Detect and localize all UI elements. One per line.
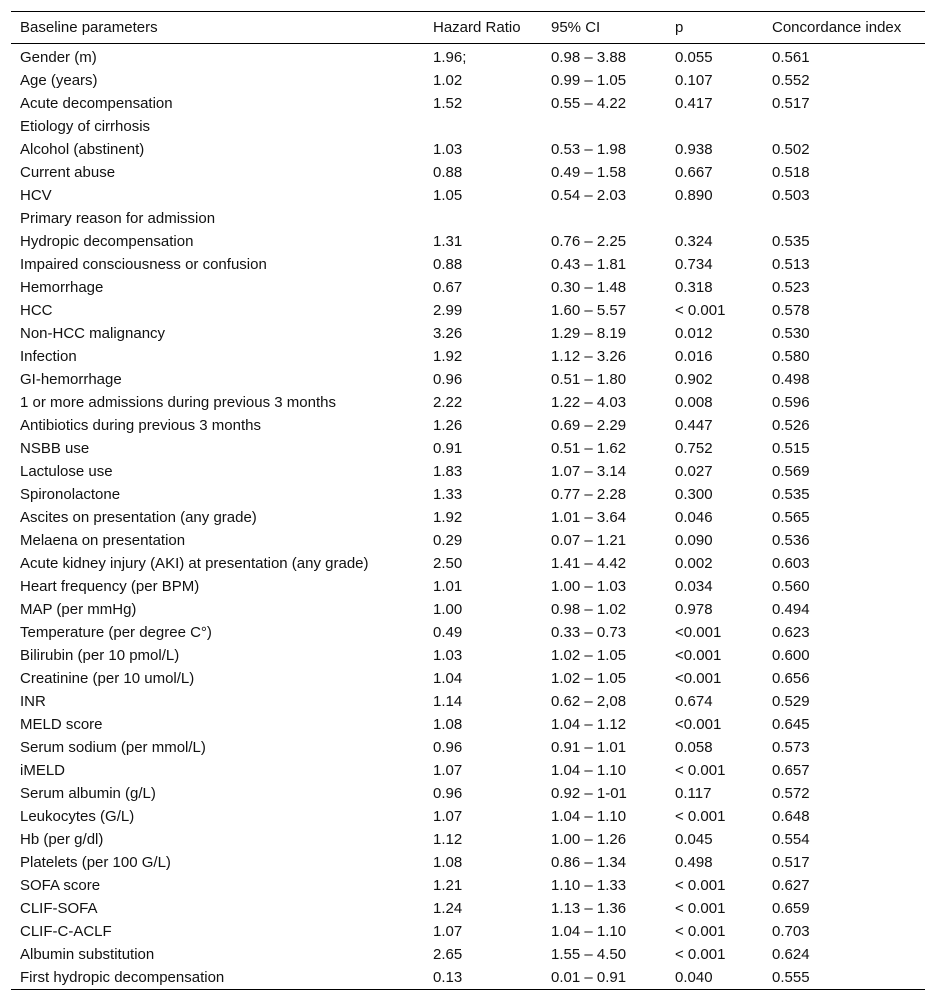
table-row (11, 92, 925, 115)
cell-hazard-ratio: 0.67 (433, 278, 463, 296)
cell-hazard-ratio: 1.03 (433, 140, 463, 158)
table-row (11, 644, 925, 667)
cell-parameter: Infection (20, 347, 77, 365)
cell-p-value: 0.498 (675, 853, 713, 871)
cell-p-value: 0.002 (675, 554, 713, 572)
cell-p-value: < 0.001 (675, 899, 726, 917)
cell-p-value: 0.447 (675, 416, 713, 434)
cell-p-value: 0.318 (675, 278, 713, 296)
table-row (11, 943, 925, 966)
table-row (11, 552, 925, 575)
cell-hazard-ratio: 0.49 (433, 623, 463, 641)
table-row (11, 184, 925, 207)
table-row (11, 460, 925, 483)
cell-hazard-ratio: 1.07 (433, 807, 463, 825)
cell-parameter: iMELD (20, 761, 66, 779)
table-row (11, 391, 925, 414)
cell-hazard-ratio: 1.05 (433, 186, 463, 204)
cell-hazard-ratio: 1.01 (433, 577, 463, 595)
cell-ci: 1.01 – 3.64 (551, 508, 627, 526)
cell-ci (542, 207, 666, 230)
cell-concordance: 0.515 (772, 439, 810, 457)
cell-hazard-ratio: 0.29 (433, 531, 463, 549)
cell-p-value: 0.034 (675, 577, 713, 595)
cell-concordance: 0.600 (772, 646, 810, 664)
cell-concordance: 0.569 (772, 462, 810, 480)
cell-hazard-ratio: 0.13 (433, 968, 463, 986)
cell-parameter: Etiology of cirrhosis (20, 117, 151, 135)
cell-ci: 0.98 – 3.88 (551, 48, 627, 66)
cell-concordance: 0.552 (772, 71, 810, 89)
cell-concordance: 0.580 (772, 347, 810, 365)
cell-parameter: SOFA score (20, 876, 101, 894)
cell-concordance: 0.523 (772, 278, 810, 296)
cell-concordance: 0.513 (772, 255, 810, 273)
cell-hazard-ratio: 1.14 (433, 692, 463, 710)
hazard-ratio-table (11, 11, 925, 990)
cell-ci: 1.60 – 5.57 (551, 301, 627, 319)
cell-ci: 0.92 – 1-01 (551, 784, 627, 802)
cell-concordance: 0.603 (772, 554, 810, 572)
table-row (11, 575, 925, 598)
header-row (11, 12, 925, 44)
cell-concordance: 0.554 (772, 830, 810, 848)
header-concordance-index: Concordance index (772, 19, 902, 36)
cell-concordance: 0.596 (772, 393, 810, 411)
cell-hazard-ratio: 0.91 (433, 439, 463, 457)
cell-hazard-ratio: 1.08 (433, 715, 463, 733)
cell-parameter: Antibiotics during previous 3 months (20, 416, 261, 434)
header-p: p (675, 19, 684, 36)
cell-p-value: 0.012 (675, 324, 713, 342)
cell-hazard-ratio: 0.88 (433, 163, 463, 181)
cell-hazard-ratio: 2.50 (433, 554, 463, 572)
cell-p-value: < 0.001 (675, 945, 726, 963)
cell-p-value: 0.324 (675, 232, 713, 250)
table-row (11, 368, 925, 391)
cell-parameter: NSBB use (20, 439, 90, 457)
cell-ci: 0.99 – 1.05 (551, 71, 627, 89)
cell-concordance: 0.659 (772, 899, 810, 917)
cell-concordance: 0.703 (772, 922, 810, 940)
cell-concordance: 0.565 (772, 508, 810, 526)
cell-ci: 0.54 – 2.03 (551, 186, 627, 204)
cell-concordance: 0.526 (772, 416, 810, 434)
cell-concordance: 0.535 (772, 232, 810, 250)
cell-parameter: Albumin substitution (20, 945, 155, 963)
cell-concordance: 0.623 (772, 623, 810, 641)
cell-ci: 0.30 – 1.48 (551, 278, 627, 296)
cell-ci: 0.01 – 0.91 (551, 968, 627, 986)
cell-parameter: Heart frequency (per BPM) (20, 577, 200, 595)
cell-parameter: Platelets (per 100 G/L) (20, 853, 171, 871)
table-row (11, 207, 925, 230)
cell-concordance: 0.648 (772, 807, 810, 825)
cell-hazard-ratio: 2.99 (433, 301, 463, 319)
cell-hazard-ratio: 1.24 (433, 899, 463, 917)
cell-parameter: Gender (m) (20, 48, 97, 66)
table-row (11, 345, 925, 368)
cell-parameter: Acute decompensation (20, 94, 173, 112)
cell-concordance: 0.578 (772, 301, 810, 319)
cell-parameter: Hb (per g/dl) (20, 830, 104, 848)
cell-hazard-ratio: 1.03 (433, 646, 463, 664)
cell-concordance: 0.645 (772, 715, 810, 733)
cell-concordance: 0.572 (772, 784, 810, 802)
cell-p-value: < 0.001 (675, 761, 726, 779)
cell-parameter: HCC (20, 301, 53, 319)
cell-concordance: 0.517 (772, 853, 810, 871)
cell-p-value: 0.040 (675, 968, 713, 986)
cell-ci: 1.02 – 1.05 (551, 646, 627, 664)
cell-concordance: 0.657 (772, 761, 810, 779)
cell-hazard-ratio: 0.88 (433, 255, 463, 273)
cell-p-value: 0.752 (675, 439, 713, 457)
cell-p-value: < 0.001 (675, 301, 726, 319)
cell-hazard-ratio: 0.96 (433, 370, 463, 388)
table-row (11, 759, 925, 782)
cell-ci: 0.53 – 1.98 (551, 140, 627, 158)
cell-ci (542, 115, 666, 138)
table-row (11, 253, 925, 276)
cell-ci: 0.07 – 1.21 (551, 531, 627, 549)
cell-p-value: 0.667 (675, 163, 713, 181)
cell-hazard-ratio: 1.26 (433, 416, 463, 434)
table-row (11, 115, 925, 138)
table-row (11, 874, 925, 897)
cell-parameter: Leukocytes (G/L) (20, 807, 135, 825)
cell-concordance: 0.627 (772, 876, 810, 894)
table-header (11, 12, 925, 44)
cell-parameter: INR (20, 692, 46, 710)
cell-hazard-ratio: 1.33 (433, 485, 463, 503)
cell-hazard-ratio: 3.26 (433, 324, 463, 342)
cell-concordance: 0.503 (772, 186, 810, 204)
cell-parameter: 1 or more admissions during previous 3 months (20, 393, 336, 411)
table-container (11, 11, 925, 990)
cell-concordance: 0.517 (772, 94, 810, 112)
cell-p-value: 0.978 (675, 600, 713, 618)
cell-concordance: 0.560 (772, 577, 810, 595)
cell-hazard-ratio (424, 207, 542, 230)
cell-parameter: CLIF-SOFA (20, 899, 98, 917)
header-baseline-parameters: Baseline parameters (20, 19, 158, 36)
cell-parameter: Serum sodium (per mmol/L) (20, 738, 206, 756)
cell-parameter: Creatinine (per 10 umol/L) (20, 669, 195, 687)
cell-hazard-ratio: 1.31 (433, 232, 463, 250)
cell-parameter: Ascites on presentation (any grade) (20, 508, 257, 526)
cell-concordance: 0.624 (772, 945, 810, 963)
cell-p-value: 0.016 (675, 347, 713, 365)
cell-p-value (666, 115, 763, 138)
cell-hazard-ratio: 0.96 (433, 738, 463, 756)
cell-parameter: Melaena on presentation (20, 531, 186, 549)
cell-ci: 0.98 – 1.02 (551, 600, 627, 618)
cell-p-value: 0.674 (675, 692, 713, 710)
cell-p-value (666, 207, 763, 230)
cell-concordance: 0.535 (772, 485, 810, 503)
cell-ci: 0.43 – 1.81 (551, 255, 627, 273)
cell-parameter: MELD score (20, 715, 103, 733)
cell-p-value: 0.734 (675, 255, 713, 273)
cell-hazard-ratio: 2.65 (433, 945, 463, 963)
cell-parameter: HCV (20, 186, 52, 204)
cell-parameter: Current abuse (20, 163, 116, 181)
cell-p-value: <0.001 (675, 623, 722, 641)
cell-p-value: <0.001 (675, 715, 722, 733)
cell-p-value: 0.046 (675, 508, 713, 526)
cell-p-value: 0.890 (675, 186, 713, 204)
cell-concordance: 0.555 (772, 968, 810, 986)
cell-concordance: 0.536 (772, 531, 810, 549)
cell-parameter: CLIF-C-ACLF (20, 922, 112, 940)
cell-ci: 1.13 – 1.36 (551, 899, 627, 917)
table-row (11, 529, 925, 552)
cell-p-value: <0.001 (675, 646, 722, 664)
cell-ci: 0.91 – 1.01 (551, 738, 627, 756)
cell-p-value: 0.055 (675, 48, 713, 66)
cell-hazard-ratio: 1.21 (433, 876, 463, 894)
cell-ci: 1.04 – 1.10 (551, 922, 627, 940)
cell-ci: 0.77 – 2.28 (551, 485, 627, 503)
table-row (11, 230, 925, 253)
table-row (11, 138, 925, 161)
cell-ci: 0.76 – 2.25 (551, 232, 627, 250)
table-row (11, 414, 925, 437)
cell-concordance: 0.529 (772, 692, 810, 710)
cell-p-value: 0.058 (675, 738, 713, 756)
cell-hazard-ratio: 1.00 (433, 600, 463, 618)
table-row (11, 69, 925, 92)
cell-concordance: 0.530 (772, 324, 810, 342)
cell-ci: 1.55 – 4.50 (551, 945, 627, 963)
cell-hazard-ratio: 1.96; (433, 48, 467, 66)
cell-hazard-ratio: 1.92 (433, 347, 463, 365)
table-row (11, 897, 925, 920)
table-row (11, 805, 925, 828)
cell-p-value: 0.045 (675, 830, 713, 848)
cell-hazard-ratio: 1.07 (433, 761, 463, 779)
cell-hazard-ratio: 1.12 (433, 830, 463, 848)
cell-parameter: Spironolactone (20, 485, 121, 503)
cell-hazard-ratio: 1.04 (433, 669, 463, 687)
table-row (11, 506, 925, 529)
table-row (11, 598, 925, 621)
table-row (11, 483, 925, 506)
table-row (11, 920, 925, 943)
cell-ci: 1.00 – 1.26 (551, 830, 627, 848)
cell-p-value: 0.008 (675, 393, 713, 411)
cell-p-value: 0.117 (675, 784, 712, 802)
cell-concordance (763, 115, 925, 138)
header-hazard-ratio: Hazard Ratio (433, 19, 521, 36)
cell-ci: 1.41 – 4.42 (551, 554, 627, 572)
cell-hazard-ratio (424, 115, 542, 138)
cell-parameter: Hemorrhage (20, 278, 104, 296)
cell-p-value: 0.417 (675, 94, 713, 112)
cell-hazard-ratio: 1.92 (433, 508, 463, 526)
cell-ci: 0.51 – 1.80 (551, 370, 627, 388)
cell-ci: 0.62 – 2,08 (551, 692, 627, 710)
cell-p-value: < 0.001 (675, 876, 726, 894)
table-row (11, 621, 925, 644)
table-row (11, 437, 925, 460)
cell-parameter: Impaired consciousness or confusion (20, 255, 267, 273)
cell-parameter: GI-hemorrhage (20, 370, 122, 388)
cell-ci: 0.69 – 2.29 (551, 416, 627, 434)
table-row (11, 713, 925, 736)
table-body (11, 44, 925, 990)
cell-concordance: 0.561 (772, 48, 810, 66)
table-row (11, 966, 925, 990)
table-row (11, 851, 925, 874)
cell-parameter: Temperature (per degree C°) (20, 623, 212, 641)
table-row (11, 690, 925, 713)
cell-ci: 1.07 – 3.14 (551, 462, 627, 480)
cell-hazard-ratio: 1.07 (433, 922, 463, 940)
table-row (11, 322, 925, 345)
cell-ci: 1.00 – 1.03 (551, 577, 627, 595)
cell-parameter: Serum albumin (g/L) (20, 784, 156, 802)
cell-parameter: Alcohol (abstinent) (20, 140, 145, 158)
cell-concordance: 0.498 (772, 370, 810, 388)
cell-ci: 1.12 – 3.26 (551, 347, 627, 365)
cell-p-value: 0.107 (675, 71, 713, 89)
cell-p-value: 0.027 (675, 462, 713, 480)
cell-parameter: Non-HCC malignancy (20, 324, 166, 342)
cell-ci: 1.02 – 1.05 (551, 669, 627, 687)
cell-ci: 1.10 – 1.33 (551, 876, 627, 894)
cell-hazard-ratio: 2.22 (433, 393, 463, 411)
cell-parameter: Hydropic decompensation (20, 232, 194, 250)
cell-p-value: 0.300 (675, 485, 713, 503)
cell-ci: 0.51 – 1.62 (551, 439, 627, 457)
cell-parameter: Lactulose use (20, 462, 113, 480)
table-row (11, 44, 925, 70)
cell-parameter: First hydropic decompensation (20, 968, 225, 986)
cell-ci: 1.04 – 1.10 (551, 761, 627, 779)
cell-concordance: 0.656 (772, 669, 810, 687)
cell-ci: 0.49 – 1.58 (551, 163, 627, 181)
table-row (11, 736, 925, 759)
cell-hazard-ratio: 1.02 (433, 71, 463, 89)
cell-p-value: < 0.001 (675, 922, 726, 940)
cell-p-value: 0.938 (675, 140, 713, 158)
cell-parameter: Acute kidney injury (AKI) at presentation (any grade) (20, 554, 369, 572)
cell-concordance (763, 207, 925, 230)
cell-parameter: Age (years) (20, 71, 98, 89)
cell-hazard-ratio: 1.08 (433, 853, 463, 871)
cell-ci: 0.33 – 0.73 (551, 623, 627, 641)
cell-parameter: Primary reason for admission (20, 209, 216, 227)
cell-concordance: 0.494 (772, 600, 810, 618)
cell-p-value: <0.001 (675, 669, 722, 687)
table-row (11, 276, 925, 299)
cell-parameter: Bilirubin (per 10 pmol/L) (20, 646, 180, 664)
cell-ci: 1.22 – 4.03 (551, 393, 627, 411)
cell-hazard-ratio: 0.96 (433, 784, 463, 802)
cell-ci: 0.55 – 4.22 (551, 94, 627, 112)
cell-ci: 1.04 – 1.12 (551, 715, 627, 733)
table-row (11, 161, 925, 184)
cell-ci: 1.04 – 1.10 (551, 807, 627, 825)
cell-p-value: 0.090 (675, 531, 713, 549)
cell-parameter: MAP (per mmHg) (20, 600, 137, 618)
cell-hazard-ratio: 1.83 (433, 462, 463, 480)
cell-concordance: 0.573 (772, 738, 810, 756)
cell-concordance: 0.502 (772, 140, 810, 158)
cell-ci: 0.86 – 1.34 (551, 853, 627, 871)
header-95-ci: 95% CI (551, 19, 601, 36)
cell-concordance: 0.518 (772, 163, 810, 181)
cell-p-value: 0.902 (675, 370, 713, 388)
table-row (11, 667, 925, 690)
cell-hazard-ratio: 1.52 (433, 94, 463, 112)
cell-ci: 1.29 – 8.19 (551, 324, 627, 342)
table-row (11, 782, 925, 805)
table-row (11, 299, 925, 322)
cell-p-value: < 0.001 (675, 807, 726, 825)
table-row (11, 828, 925, 851)
